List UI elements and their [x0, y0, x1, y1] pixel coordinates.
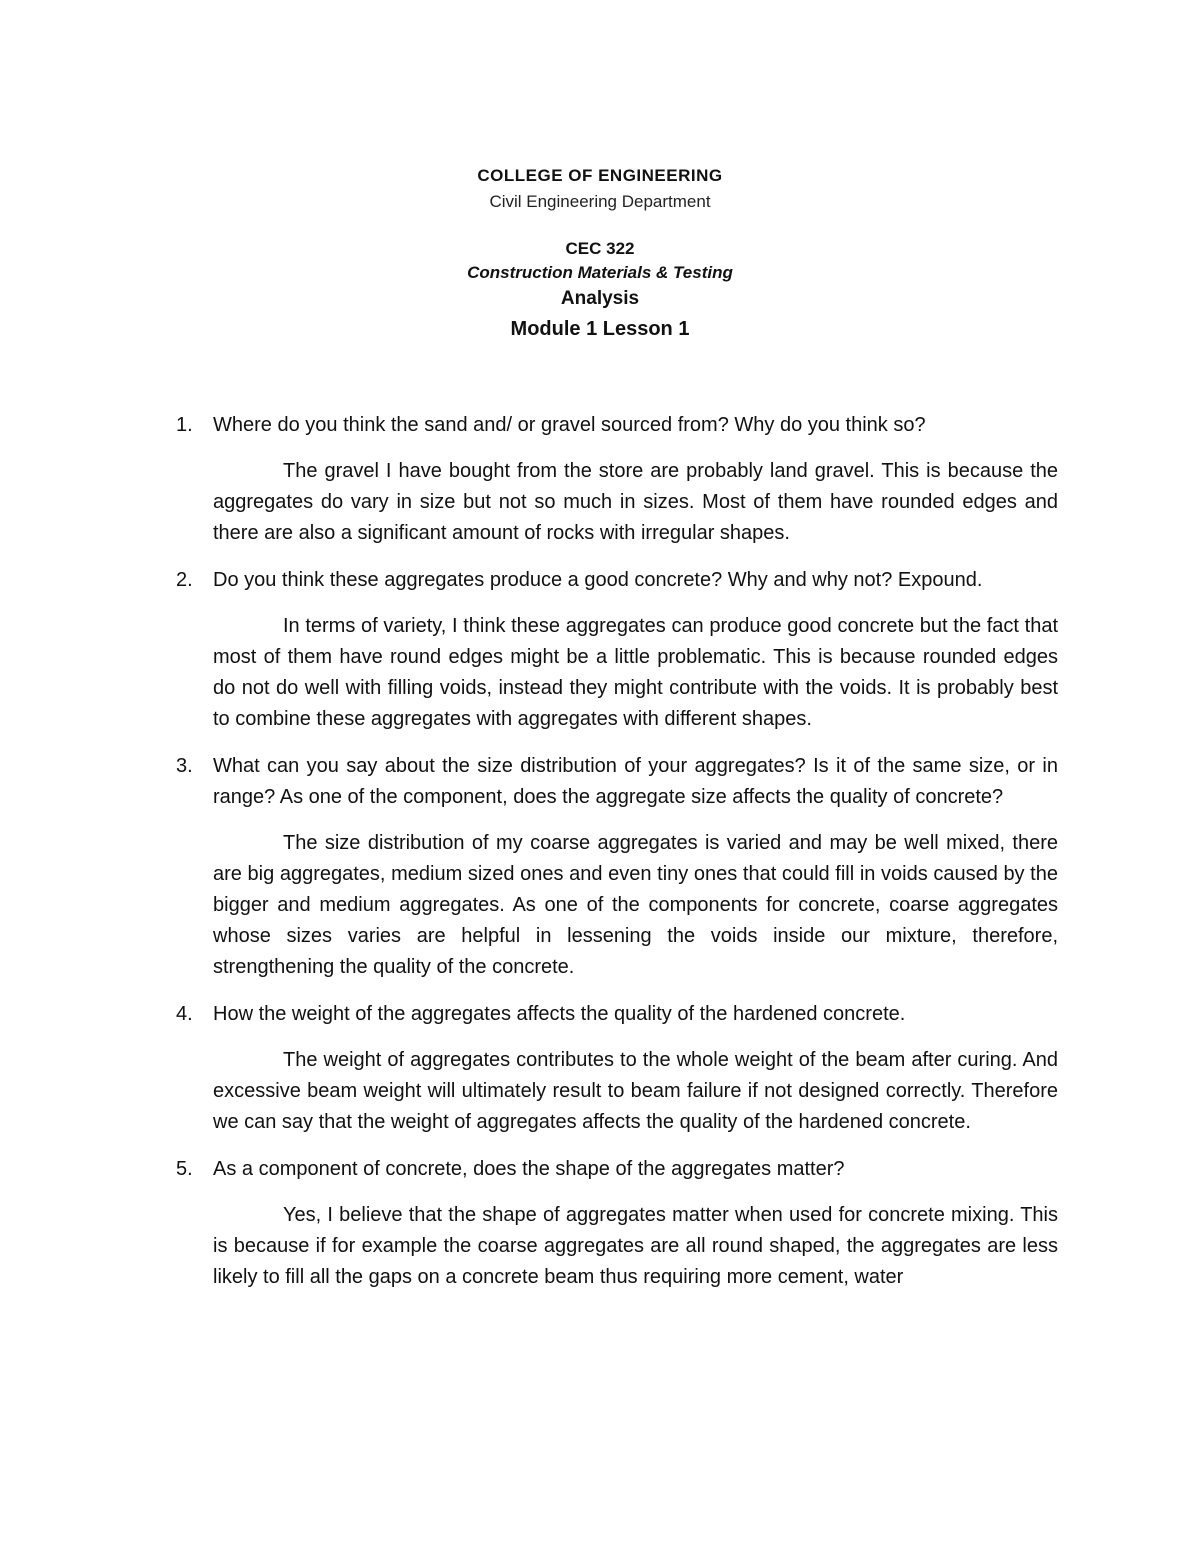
- question-text: As a component of concrete, does the shape of the aggregates matter?: [213, 1158, 845, 1180]
- question-text: Where do you think the sand and/ or gravel sourced from? Why do you think so?: [213, 414, 926, 436]
- course-code: CEC 322: [565, 239, 635, 258]
- question-number: 4.: [176, 1003, 193, 1025]
- module-title: Module 1 Lesson 1: [510, 318, 690, 340]
- department-name: Civil Engineering Department: [489, 192, 711, 211]
- qa-item-1: [176, 410, 1058, 549]
- college-title: COLLEGE OF ENGINEERING: [477, 166, 723, 185]
- question-2: [176, 565, 1058, 596]
- question-number: 5.: [176, 1158, 193, 1180]
- question-text: Do you think these aggregates produce a good concrete? Why and why not? Expound.: [213, 569, 983, 591]
- answer-4: The weight of aggregates contributes to the whole weight of the beam after curing. And excessive beam weight will ultimately result to beam failure if not designed correctly. Therefore we can say that the weight of aggregates affects the quality of the hardened concrete.: [213, 1049, 1058, 1133]
- qa-item-4: [176, 999, 1058, 1138]
- question-number: 3.: [176, 755, 193, 777]
- question-1: [176, 410, 1058, 441]
- qa-item-3: [176, 751, 1058, 983]
- answer-1: The gravel I have bought from the store are probably land gravel. This is because the aggregates do vary in size but not so much in sizes. Most of them have rounded edges and there are also a significant amount of rocks with irregular shapes.: [213, 460, 1058, 544]
- question-3: [176, 751, 1058, 813]
- question-5: [176, 1154, 1058, 1185]
- question-number: 2.: [176, 569, 193, 591]
- course-title: Construction Materials & Testing: [467, 263, 733, 282]
- answer-5: Yes, I believe that the shape of aggregates matter when used for concrete mixing. This is because if for example the coarse aggregates are all round shaped, the aggregates are less likely to fill all the gaps on a concrete beam thus requiring more cement, water: [213, 1204, 1058, 1288]
- question-number: 1.: [176, 414, 193, 436]
- question-text: What can you say about the size distribution of your aggregates? Is it of the same size, or in range? As one of the component, does the aggregate size affects the quality of concrete?: [213, 755, 1058, 808]
- qa-item-5: [176, 1154, 1058, 1293]
- question-text: How the weight of the aggregates affects the quality of the hardened concrete.: [213, 1003, 906, 1025]
- question-list: [176, 410, 1058, 1309]
- answer-3: The size distribution of my coarse aggregates is varied and may be well mixed, there are big aggregates, medium sized ones and even tiny ones that could fill in voids caused by the bigger and medium aggregates. As one of the components for concrete, coarse aggregates whose sizes varies are helpful in lessening the voids inside our mixture, therefore, strengthening the quality of the concrete.: [213, 832, 1058, 978]
- qa-item-2: [176, 565, 1058, 735]
- question-4: [176, 999, 1058, 1030]
- document-type: Analysis: [560, 288, 640, 309]
- answer-2: In terms of variety, I think these aggregates can produce good concrete but the fact that most of them have round edges might be a little problematic. This is because rounded edges do not do well with filling voids, instead they might contribute with the voids. It is probably best to combine these aggregates with aggregates with different shapes.: [213, 615, 1058, 730]
